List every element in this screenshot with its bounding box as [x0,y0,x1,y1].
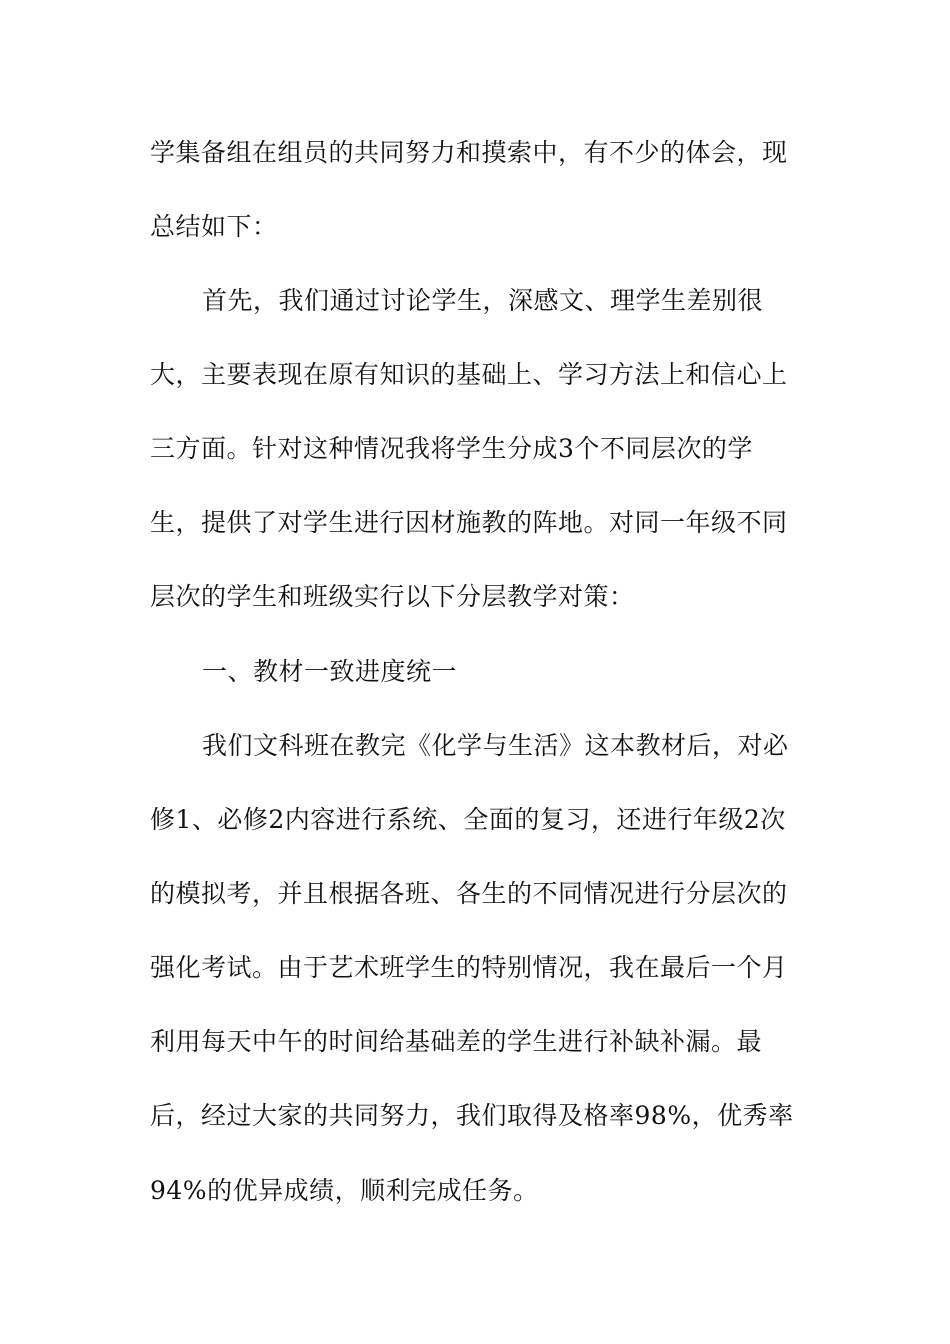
paragraph-line: 修1、必修2内容进行系统、全面的复习，还进行年级2次 [150,805,786,834]
paragraph-line: 学集备组在组员的共同努力和摸索中，有不少的体会，现 [150,138,788,167]
paragraph-line: 我们文科班在教完《化学与生活》这本教材后，对必 [202,731,789,760]
paragraph-line: 三方面。针对这种情况我将学生分成3个不同层次的学 [150,434,753,463]
paragraph-line: 94%的优异成绩，顺利完成任务。 [150,1176,539,1205]
paragraph-line: 大，主要表现在原有知识的基础上、学习方法上和信心上 [150,360,788,389]
paragraph-line: 利用每天中午的时间给基础差的学生进行补缺补漏。最 [150,1027,763,1056]
paragraph-line: 首先，我们通过讨论学生，深感文、理学生差别很 [202,286,764,315]
paragraph-line: 强化考试。由于艺术班学生的特别情况，我在最后一个月 [150,953,788,982]
paragraph-line: 的模拟考，并且根据各班、各生的不同情况进行分层次的 [150,879,788,908]
paragraph-line: 后，经过大家的共同努力，我们取得及格率98%，优秀率 [150,1101,794,1130]
paragraph-line: 总结如下： [150,212,278,241]
paragraph-line: 生，提供了对学生进行因材施教的阵地。对同一年级不同 [150,508,788,537]
paragraph-line: 层次的学生和班级实行以下分层教学对策： [150,582,635,611]
section-heading: 一、教材一致进度统一 [202,657,458,686]
